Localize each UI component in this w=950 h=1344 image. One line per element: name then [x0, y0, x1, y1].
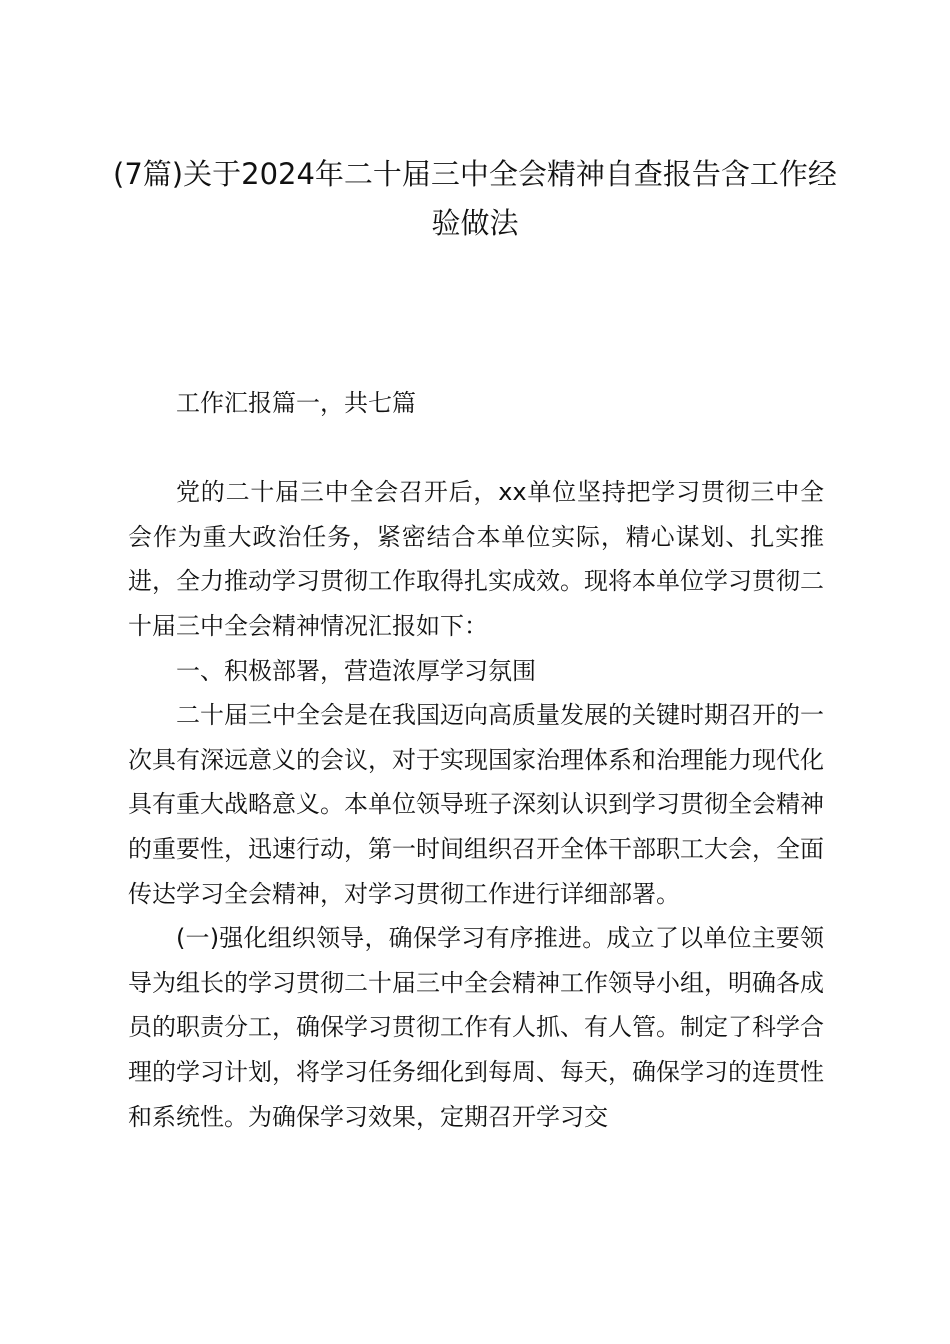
paragraph-context: 二十届三中全会是在我国迈向高质量发展的关键时期召开的一次具有深远意义的会议，对于实现国家治理体系和治理能力现代化具有重大战略意义。本单位领导班子深刻认识到学习贯彻全会精神的重要性，迅速行动，第一时间组织召开全体干部职工大会，全面传达学习全会精神，对学习贯彻工作进行详细部署。: [128, 701, 824, 908]
heading-part-one: 一、积极部署，营造浓厚学习氛围: [176, 656, 536, 685]
document-title: (7篇)关于2024年二十届三中全会精神自查报告含工作经验做法: [113, 157, 837, 240]
paragraph-organization: (一)强化组织领导，确保学习有序推进。成立了以单位主要领导为组长的学习贯彻二十届三中全会精神工作领导小组，明确各成员的职责分工，确保学习贯彻工作有人抓、有人管。制定了科学合理的学习计划，将学习任务细化到每周、每天，确保学习的连贯性和系统性。为确保学习效果，定期召开学习交: [128, 924, 824, 1131]
paragraph-intro: 党的二十届三中全会召开后，xx单位坚持把学习贯彻三中全会作为重大政治任务，紧密结合本单位实际，精心谋划、扎实推进，全力推动学习贯彻工作取得扎实成效。现将本单位学习贯彻二十届三中全会精神情况汇报如下：: [128, 478, 824, 640]
section-label: 工作汇报篇一，共七篇: [176, 389, 416, 417]
document-body: [128, 381, 824, 1139]
